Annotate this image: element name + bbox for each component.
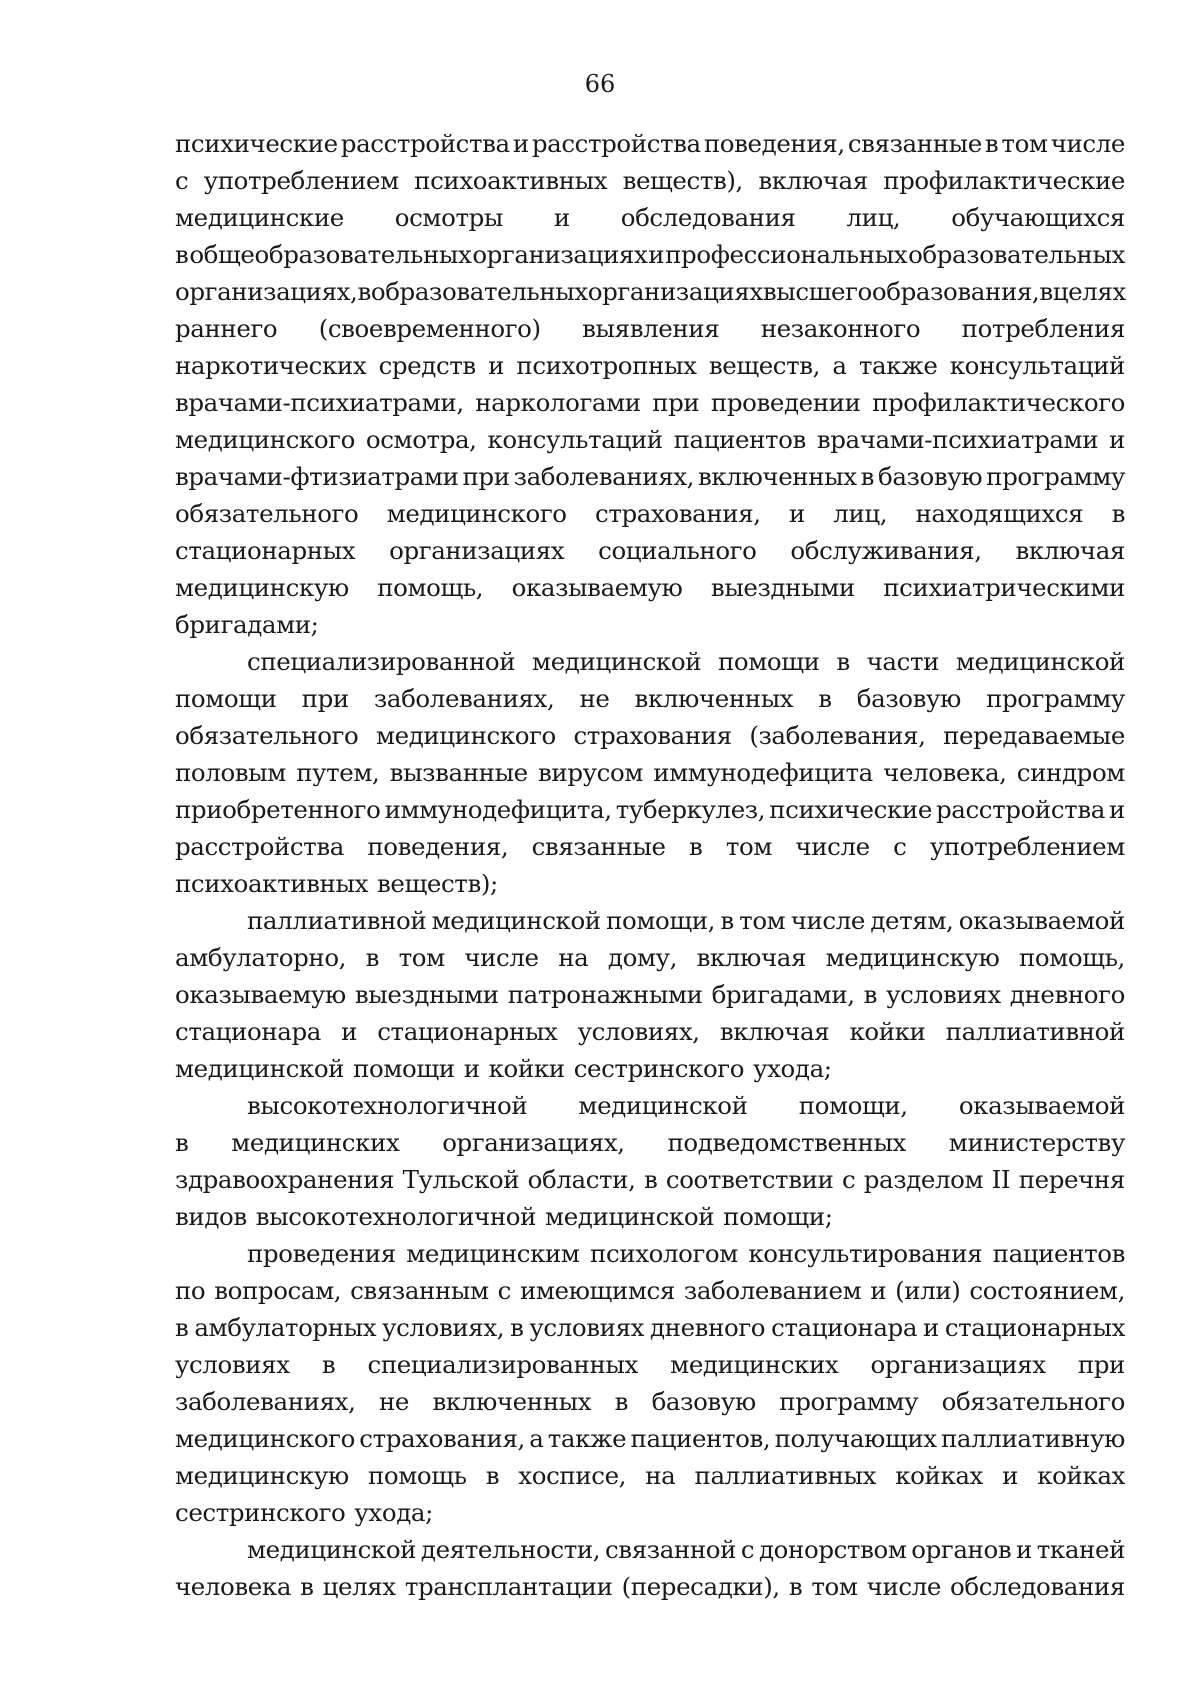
text-word: организациях <box>870 1350 1046 1379</box>
text-word: вопросам, <box>214 1276 342 1305</box>
text-line <box>175 1124 1125 1161</box>
text-word: не <box>579 684 610 713</box>
text-word: бригадами, <box>711 980 855 1009</box>
text-line <box>175 1494 1125 1531</box>
text-word: медицинской <box>431 906 601 935</box>
text-word: дневного <box>649 1313 766 1342</box>
text-word: психоактивных <box>414 166 608 195</box>
text-word: в <box>788 1572 803 1601</box>
text-line <box>175 1457 1125 1494</box>
text-word: человека, <box>883 758 1007 787</box>
text-word: койки <box>849 1017 926 1046</box>
text-word: в <box>720 906 734 935</box>
text-word: оказываемой <box>958 1091 1125 1120</box>
text-word: включенных <box>432 1387 592 1416</box>
text-word: иммунодефицита, <box>384 795 612 824</box>
text-word: (своевременного) <box>318 314 541 343</box>
text-word: помощи, <box>798 1091 908 1120</box>
text-word: приобретенного <box>175 795 381 824</box>
text-word: дневного <box>1009 980 1125 1009</box>
text-word: выявления <box>582 314 720 343</box>
text-word: в <box>510 1313 524 1342</box>
text-word: базовую <box>856 684 961 713</box>
text-word: в <box>1039 277 1053 306</box>
text-word: консультирования <box>748 1239 983 1268</box>
text-word: том <box>739 906 786 935</box>
text-word: пациентов, <box>630 1424 771 1453</box>
text-line <box>175 421 1125 458</box>
text-word: числе <box>790 906 865 935</box>
text-word: заболеваниях, <box>175 1387 356 1416</box>
text-word: бригадами; <box>175 610 319 639</box>
text-word: койках <box>1037 1461 1125 1490</box>
text-word: числе <box>795 832 870 861</box>
text-word: страхования, <box>595 499 761 528</box>
text-word: помощи <box>717 647 820 676</box>
text-word: помощь, <box>377 573 484 602</box>
text-word: с <box>893 832 907 861</box>
text-word: медицинскую <box>825 943 1000 972</box>
text-word: оказываемую <box>511 573 683 602</box>
text-word: трансплантации <box>404 1572 613 1601</box>
text-word: на <box>645 1461 676 1490</box>
text-line <box>175 1161 1125 1198</box>
text-line <box>175 606 1125 643</box>
text-word: и <box>1016 1535 1032 1564</box>
text-line <box>175 310 1125 347</box>
text-word: койки <box>488 1054 565 1083</box>
text-word: потребления <box>961 314 1125 343</box>
text-line <box>175 569 1125 606</box>
text-line <box>175 791 1125 828</box>
text-line <box>175 865 1125 902</box>
text-word: образования, <box>871 277 1040 306</box>
text-word: базовую <box>651 1387 756 1416</box>
text-word: веществ, <box>708 351 821 380</box>
text-line <box>175 828 1125 865</box>
text-word: условиях <box>529 1313 645 1342</box>
text-word: обслуживания, <box>790 536 982 565</box>
text-word: в <box>365 943 380 972</box>
text-word: при <box>1077 1350 1125 1379</box>
text-word: имеющимся <box>519 1276 675 1305</box>
text-word: организациях, <box>442 1128 625 1157</box>
text-word: в <box>1111 499 1125 528</box>
text-word: в <box>485 1461 500 1490</box>
text-word: профилактического <box>872 388 1125 417</box>
text-word: при <box>462 462 510 491</box>
text-word: с <box>175 166 189 195</box>
text-word: патронажными <box>507 980 703 1009</box>
text-line <box>175 458 1125 495</box>
text-word: помощи; <box>723 1202 833 1231</box>
text-word: обследования <box>950 1572 1125 1601</box>
text-word: и <box>463 1054 480 1083</box>
text-line <box>175 1272 1125 1309</box>
text-word: программу <box>986 684 1125 713</box>
text-word: наркологами <box>475 388 641 417</box>
text-word: синдром <box>1016 758 1125 787</box>
text-word: медицинскую <box>175 1461 349 1490</box>
text-word: сестринского <box>573 1054 745 1083</box>
text-word: в <box>689 832 703 861</box>
text-word: обследования <box>620 203 796 232</box>
text-word: амбулаторно, <box>175 943 347 972</box>
text-line <box>175 1420 1125 1457</box>
text-line <box>175 273 1125 310</box>
text-word: организациях <box>389 536 565 565</box>
text-word: страхования <box>573 721 732 750</box>
text-word: психические <box>175 129 338 158</box>
text-line <box>175 1050 1125 1087</box>
text-word: области, <box>527 1165 636 1194</box>
text-line <box>175 125 1125 162</box>
text-word: психотропных <box>516 351 697 380</box>
text-word: вирусом <box>538 758 643 787</box>
text-line <box>175 236 1125 273</box>
text-word: и <box>789 499 805 528</box>
text-word: выездными <box>354 980 499 1009</box>
text-word: министерству <box>948 1128 1125 1157</box>
text-word: средств <box>378 351 476 380</box>
text-word: сестринского <box>175 1498 346 1527</box>
text-word: осмотры <box>394 203 503 232</box>
text-word: включая <box>719 1017 830 1046</box>
text-word: оказываемую <box>175 980 346 1009</box>
text-word: при <box>301 684 349 713</box>
text-word: койках <box>895 1461 983 1490</box>
text-word: и <box>1109 795 1125 824</box>
text-word: заболеваниях, <box>513 462 695 491</box>
text-word: в <box>644 1165 658 1194</box>
text-word: помощи <box>175 684 277 713</box>
text-word: медицинским <box>406 1239 580 1268</box>
text-word: хосписе, <box>518 1461 627 1490</box>
text-word: и <box>1002 1461 1019 1490</box>
text-word: в <box>300 1572 314 1601</box>
text-word: высшего <box>762 277 872 306</box>
text-word: тканей <box>1036 1535 1125 1564</box>
text-word: паллиативных <box>694 1461 877 1490</box>
text-word: целях <box>1052 277 1126 306</box>
text-word: и <box>488 351 505 380</box>
text-word: медицинской <box>532 647 702 676</box>
document-body <box>175 125 1125 1605</box>
text-word: (заболевания, <box>749 721 926 750</box>
text-word: состоянием, <box>969 1276 1125 1305</box>
text-word: в <box>836 647 850 676</box>
text-word: программу <box>779 1387 919 1416</box>
text-word: общеобразовательных <box>189 240 472 269</box>
text-word: помощи <box>353 1054 455 1083</box>
text-word: в <box>984 129 999 158</box>
text-word: и <box>512 129 529 158</box>
text-line <box>175 1198 1125 1235</box>
text-word: помощь <box>367 1461 467 1490</box>
text-word: половым <box>175 758 286 787</box>
text-word: лиц, <box>846 203 901 232</box>
text-line <box>175 347 1125 384</box>
text-line <box>175 384 1125 421</box>
text-word: (или) <box>895 1276 961 1305</box>
text-word: обязательного <box>175 499 359 528</box>
text-word: обязательного <box>175 721 359 750</box>
text-word: веществ); <box>377 869 498 898</box>
text-word: при <box>652 388 700 417</box>
text-word: помощь, <box>1018 943 1125 972</box>
text-word: профилактические <box>883 166 1125 195</box>
text-word: вызванные <box>389 758 528 787</box>
text-word: медицинского <box>375 721 556 750</box>
text-line <box>175 1235 1125 1272</box>
text-word: том <box>1001 129 1048 158</box>
text-word: том <box>725 832 772 861</box>
text-word: а <box>529 1424 544 1453</box>
text-word: и <box>553 203 570 232</box>
text-word: консультаций <box>949 351 1125 380</box>
text-word: медицинскую <box>175 573 349 602</box>
text-word: в <box>614 1387 629 1416</box>
text-word: пациентов <box>992 1239 1125 1268</box>
text-word: в <box>357 277 371 306</box>
text-word: туберкулез, <box>615 795 766 824</box>
text-word: психиатрическими <box>883 573 1125 602</box>
text-word: органов <box>911 1535 1012 1564</box>
text-word: врачами-фтизиатрами <box>175 462 459 491</box>
text-line <box>175 939 1125 976</box>
text-word: лиц, <box>833 499 888 528</box>
text-word: числе <box>866 1572 941 1601</box>
text-word: перечня <box>1018 1165 1125 1194</box>
text-word: поведения, <box>703 129 845 158</box>
text-line <box>175 717 1125 754</box>
text-word: и <box>341 1017 358 1046</box>
text-word: медицинской <box>955 647 1125 676</box>
text-line <box>175 199 1125 236</box>
text-line <box>175 1309 1125 1346</box>
text-word: связанные <box>531 832 666 861</box>
text-word: не <box>378 1387 409 1416</box>
text-word: паллиативной <box>247 906 427 935</box>
text-word: обязательного <box>941 1387 1125 1416</box>
text-word: образовательных <box>370 277 588 306</box>
text-line <box>175 1013 1125 1050</box>
text-word: врачами-психиатрами <box>816 425 1099 454</box>
text-line <box>175 1383 1125 1420</box>
text-word: стационара <box>175 1017 321 1046</box>
text-word: консультаций <box>487 425 663 454</box>
text-word: незаконного <box>760 314 921 343</box>
text-word: психоактивных <box>175 869 368 898</box>
text-word: и <box>922 1313 939 1342</box>
text-word: донорством <box>759 1535 907 1564</box>
text-word: соответствии <box>665 1165 834 1194</box>
text-word: проведении <box>710 388 861 417</box>
text-word: включенных <box>634 684 794 713</box>
text-word: медицинского <box>386 499 567 528</box>
text-word: включая <box>696 943 807 972</box>
text-word: связанной <box>604 1535 737 1564</box>
text-word: с <box>841 1165 856 1194</box>
text-line <box>175 643 1125 680</box>
text-line <box>175 1087 1125 1124</box>
text-word: наркотических <box>175 351 367 380</box>
text-word: условиях, <box>382 1313 505 1342</box>
text-word: включая <box>1015 536 1125 565</box>
text-word: медицинского <box>175 425 355 454</box>
text-line <box>175 532 1125 569</box>
text-word: Тульской <box>402 1165 520 1194</box>
text-line <box>175 680 1125 717</box>
text-word: дому, <box>607 943 678 972</box>
text-word: иммунодефицита <box>653 758 873 787</box>
text-word: с <box>740 1535 755 1564</box>
text-word: профессиональных <box>665 240 908 269</box>
text-word: а <box>832 351 847 380</box>
text-line <box>175 1568 1125 1605</box>
text-line <box>175 754 1125 791</box>
text-word: связанные <box>847 129 982 158</box>
text-word: числе <box>464 943 539 972</box>
text-word: в <box>860 462 875 491</box>
text-word: стационарных <box>377 1017 558 1046</box>
text-word: стационарных <box>175 536 356 565</box>
text-word: помощи, <box>606 906 716 935</box>
text-word: также <box>858 351 938 380</box>
text-word: медицинских <box>670 1350 839 1379</box>
text-line <box>175 495 1125 532</box>
text-word: по <box>175 1276 206 1305</box>
text-word: и <box>648 240 665 269</box>
text-line <box>175 1346 1125 1383</box>
text-word: выездными <box>710 573 855 602</box>
text-word: медицинской <box>175 1054 345 1083</box>
text-word: расстройства <box>936 795 1105 824</box>
text-word: (пересадки), <box>621 1572 780 1601</box>
text-word: организациях <box>472 240 648 269</box>
text-word: с <box>497 1276 511 1305</box>
text-word: медицинской <box>545 1202 715 1231</box>
text-word: осмотра, <box>365 425 477 454</box>
text-word: медицинские <box>175 203 344 232</box>
text-word: обучающихся <box>951 203 1125 232</box>
text-word: пациентов <box>673 425 806 454</box>
text-word: врачами-психиатрами, <box>175 388 464 417</box>
text-word: том <box>398 943 445 972</box>
text-line <box>175 976 1125 1013</box>
text-word: программу <box>986 462 1125 491</box>
text-word: оказываемой <box>958 906 1125 935</box>
text-word: организациях, <box>175 277 358 306</box>
text-word: целях <box>322 1572 396 1601</box>
text-word: детям, <box>870 906 954 935</box>
text-word: специализированной <box>247 647 516 676</box>
text-word: видов <box>175 1202 247 1231</box>
text-word: поведения, <box>367 832 509 861</box>
text-word: в <box>175 1313 189 1342</box>
text-word: паллиативной <box>945 1017 1125 1046</box>
text-line <box>175 1531 1125 1568</box>
text-word: в <box>175 1128 189 1157</box>
text-word: ухода; <box>354 1498 433 1527</box>
text-word: включенных <box>698 462 857 491</box>
text-word: ухода; <box>753 1054 832 1083</box>
text-word: употреблением <box>203 166 399 195</box>
text-word: стационарных <box>944 1313 1125 1342</box>
text-word: в <box>175 240 189 269</box>
text-word: психические <box>769 795 932 824</box>
text-word: медицинского <box>175 1424 355 1453</box>
text-word: числе <box>1050 129 1125 158</box>
text-word: и <box>870 1276 887 1305</box>
text-word: заболеванием <box>683 1276 862 1305</box>
text-word: медицинской <box>247 1535 417 1564</box>
text-word: в <box>321 1350 336 1379</box>
text-word: веществ), <box>622 166 743 195</box>
text-word: части <box>866 647 940 676</box>
text-word: паллиативную <box>940 1424 1125 1453</box>
text-word: связанным <box>350 1276 489 1305</box>
text-line <box>175 902 1125 939</box>
text-word: проведения <box>247 1239 396 1268</box>
text-word: также <box>547 1424 627 1453</box>
text-word: деятельности, <box>420 1535 601 1564</box>
text-word: здравоохранения <box>175 1165 395 1194</box>
text-word: человека <box>175 1572 292 1601</box>
text-word: образовательных <box>908 240 1125 269</box>
text-word: и <box>1109 425 1125 454</box>
text-line <box>175 162 1125 199</box>
text-word: медицинской <box>578 1091 748 1120</box>
text-word: на <box>558 943 589 972</box>
text-word: том <box>811 1572 858 1601</box>
text-word: условиях <box>175 1350 290 1379</box>
text-word: подведомственных <box>667 1128 906 1157</box>
text-word: в <box>863 980 878 1009</box>
text-word: амбулаторных <box>194 1313 377 1342</box>
text-word: стационара <box>771 1313 918 1342</box>
text-word: разделом <box>863 1165 984 1194</box>
text-word: в <box>818 684 832 713</box>
text-word: раннего <box>175 314 278 343</box>
text-word: социального <box>598 536 757 565</box>
text-word: заболеваниях, <box>373 684 555 713</box>
text-word: употреблением <box>929 832 1125 861</box>
text-word: психологом <box>590 1239 738 1268</box>
text-word: находящихся <box>915 499 1084 528</box>
text-word: получающих <box>774 1424 937 1453</box>
text-word: передаваемые <box>943 721 1125 750</box>
text-word: расстройства <box>175 832 344 861</box>
page-number: 66 <box>584 70 616 98</box>
text-word: высокотехнологичной <box>255 1202 537 1231</box>
text-word: специализированных <box>367 1350 638 1379</box>
text-word: условиях <box>886 980 1001 1009</box>
text-word: высокотехнологичной <box>247 1091 528 1120</box>
text-word: условиях, <box>577 1017 700 1046</box>
text-word: страхования, <box>359 1424 525 1453</box>
text-word: организациях <box>587 277 763 306</box>
text-word: путем, <box>296 758 380 787</box>
text-word: II <box>991 1165 1011 1194</box>
text-word: включая <box>758 166 868 195</box>
text-word: расстройства <box>531 129 701 158</box>
text-word: расстройства <box>340 129 510 158</box>
text-word: медицинских <box>231 1128 400 1157</box>
text-word: базовую <box>878 462 983 491</box>
